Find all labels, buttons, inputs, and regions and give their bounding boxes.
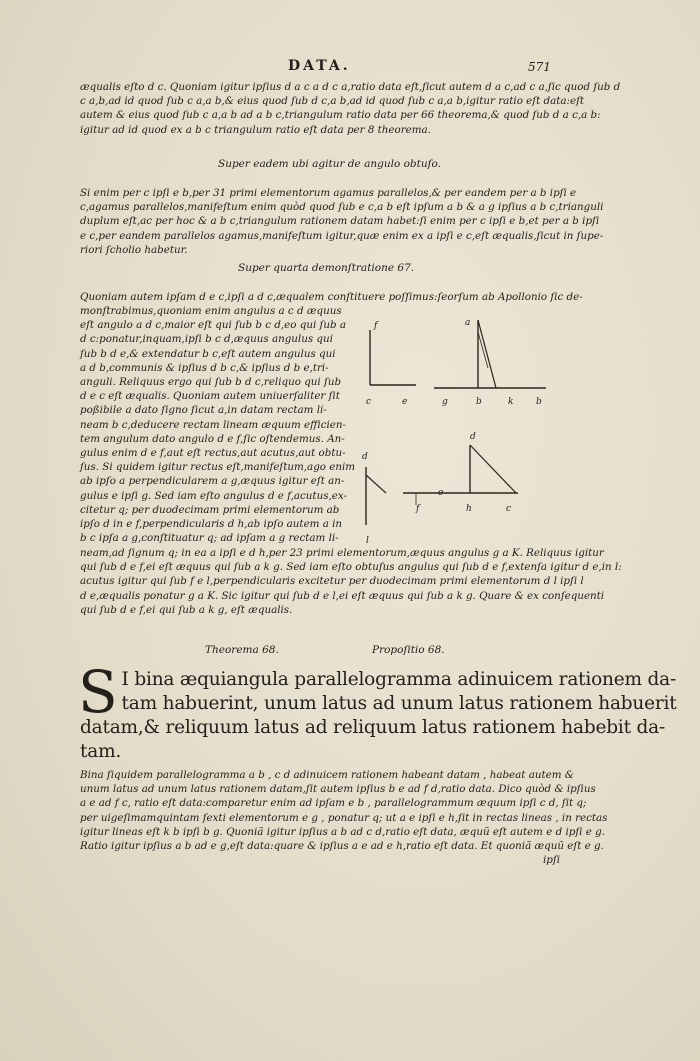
figure2-label-e: e [438, 488, 444, 498]
text-line: ſub b d e,& extendatur b c,eſt autem angulus qui [80, 347, 336, 360]
text-line: e c,per eandem parallelos agamus,manifeſtum igitur,quæ enim ex a ipſi e c,eſt æqualis,ſicut in ſupe- [80, 229, 604, 242]
text-line: ab ipſo a perpendicularem a g,æquus igitur eſt an- [80, 475, 345, 488]
geometry-figure-2 [358, 425, 558, 550]
text-line: c a,b,ad id quod ſub c a,a b,& eius quod ſub d c,a b,ad id quod ſub c a,a b,igitur ratio eſt data:eſt [80, 95, 585, 108]
text-line: ipſo d in e f,perpendicularis d h,ab ipſo autem a in [80, 518, 343, 531]
text-line: d e c eſt æqualis. Quoniam autem uniuerſaliter ſit [80, 390, 340, 403]
figure1-label-c: c [366, 397, 372, 407]
proposition-statement [78, 658, 677, 764]
text-line: anguli. Reliquus ergo qui ſub b d c,reliquo qui ſub [80, 376, 342, 389]
section-heading-1: Super eadem ubi agitur de angulo obtuſo. [218, 158, 441, 170]
text-line: c,agamus parallelos,manifeſtum enim quòd quod ſub e c,a b eſt ipſum a b & a g ipſius a b c,trianguli [80, 201, 604, 214]
drop-cap: S [78, 658, 118, 726]
text-line: Si enim per c ipſi e b,per 31 primi elementorum agamus parallelos,& per eandem per a b ipſi e [80, 187, 577, 199]
paragraph-1 [80, 80, 621, 137]
text-line: monſtrabimus,quoniam enim angulus a c d æquus [80, 305, 342, 317]
text-line: qui ſub d e f,ei eſt æquus qui ſub a k g. Sed iam eſto obtuſus angulus qui ſub d e f,extenſa igitur d e,in l: [80, 561, 622, 574]
text-line: citetur q; per duodecimam primi elementorum ab [80, 503, 340, 516]
text-line: a e ad f c, ratio eſt data:comparetur enim ad ipſam e b , parallelogrammum æquum ipſi c d, ſit q; [80, 797, 587, 810]
text-line: d e,æqualis ponatur g a K. Sic igitur qui ſub d e l,ei eſt æquus qui ſub a k g. Quare & ex conſequenti [80, 589, 605, 602]
text-line: a d b,communis & ipſius d b c,& ipſius d b e,tri- [80, 361, 329, 374]
text-line: riori ſcholio habetur. [80, 243, 188, 256]
figure2-label-h: h [466, 504, 472, 514]
text-line: datam,& reliquum latus ad reliquum latus rationem habebit da- [80, 717, 666, 738]
text-line: gulus enim d e f,aut eſt rectus,aut acutus,aut obtu- [80, 447, 346, 460]
text-line: æqualis eſto d c. Quoniam igitur ipſius d a c a d c a,ratio data eſt,ſicut autem d a c,ad c a,ſic quod ſub d [80, 81, 621, 93]
text-line: gulus e ipſi g. Sed iam eſto angulus d e f,acutus,ex- [80, 489, 347, 502]
figure1-label-e: e [402, 397, 408, 407]
text-line: per uigeſimamquintam ſexti elementorum e g , ponatur q; ut a e ipſi e h,ſit in rectas lineas , in rectas [80, 811, 608, 824]
theorem-label: Theorema 68. [205, 644, 279, 656]
figure1-label-b-1: b [476, 397, 482, 407]
figure1-label-b-2: b [536, 397, 542, 407]
catchword: ipſi [543, 854, 560, 867]
text-line: igitur ad id quod ex a b c triangulum ratio eſt data per 8 theorema. [80, 123, 431, 136]
text-line: eſt angulo a d c,maior eſt qui ſub b c d,eo qui ſub a [80, 319, 346, 332]
figure2-label-f: f [416, 504, 420, 514]
figure2-label-d-2: d [470, 432, 476, 442]
text-line: tam habuerint, unum latus ad unum latus rationem habuerit [121, 693, 677, 714]
text-line: b c ipſa a g,conſtituatur q; ad ipſam a g rectam li- [80, 532, 339, 545]
section-heading-2: Super quarta demonſtratione 67. [238, 262, 415, 274]
figure1-label-f: f [374, 321, 378, 331]
text-line: tam. [80, 741, 122, 762]
text-line: I bina æquiangula parallelogramma adinuicem rationem da- [121, 669, 677, 690]
text-line: d c:ponatur,inquam,ipſi b c d,æquus angulus qui [80, 333, 333, 346]
text-line: Quoniam autem ipſam d e c,ipſi a d c,æqualem conſtituere poſſimus:ſeorſum ab Apollonio ſic de- [80, 291, 583, 303]
paragraph-3-first-line [80, 290, 583, 304]
figure1-label-a: a [465, 318, 471, 328]
text-line: Bina ſiquidem parallelogramma a b , c d adinuicem rationem habeant datam , habeat autem & [80, 769, 574, 781]
figure1-label-g: g [442, 397, 448, 407]
text-line: autem & eius quod ſub c a,a b ad a b c,triangulum ratio data per 66 theorema,& quod ſub d a c,a b: [80, 109, 601, 122]
text-line: poßibile a dato ſigno ſicut a,in datam rectam li- [80, 404, 327, 417]
text-line: duplum eſt,ac per hoc & a b c,triangulum rationem datam habet:ſi enim per c ipſi e b,et per a b ipſi [80, 215, 600, 228]
text-line: tem angulum dato angulo d e f,ſic oſtendemus. An- [80, 432, 345, 445]
propositio-label: Propoſitio 68. [372, 644, 445, 656]
text-line: ſus. Si quidem igitur rectus eſt,manifeſtum,ago enim [80, 461, 356, 474]
geometry-figure-1 [358, 310, 558, 410]
figure2-label-l: l [366, 536, 369, 546]
text-line: igitur lineas eſt k b ipſi b g. Quoniã igitur ipſius a b ad c d,ratio eſt data, æquũ eſt autem e d ipſi e g. [80, 825, 605, 838]
text-line: unum latus ad unum latus rationem datam,ſit autem ipſius b e ad f d,ratio data. Dico quòd & ipſius [80, 783, 596, 796]
running-head: DATA. [288, 58, 351, 74]
paragraph-4 [80, 768, 608, 867]
figure1-label-k: k [508, 397, 514, 407]
paragraph-3-column [80, 304, 356, 545]
text-line: qui ſub d e f,ei qui ſub a k g, eſt æqualis. [80, 603, 293, 616]
page-number: 571 [528, 60, 551, 74]
paragraph-2 [80, 186, 604, 257]
text-line: acutus igitur qui ſub f e l,perpendicularis excitetur per duodecimam primi elementorum d l ipſi l [80, 575, 584, 588]
paragraph-3-continued [80, 546, 622, 617]
text-line: neam,ad ſignum q; in ea a ipſi e d h,per 23 primi elementorum,æquus angulus g a K. Reliquus igitur [80, 547, 604, 559]
text-line: Ratio igitur ipſius a b ad e g,eſt data:quare & ipſius a e ad e h,ratio eſt data. Et quoniã æquũ eſt e g. [80, 840, 604, 853]
figure2-label-d-1: d [362, 452, 368, 462]
text-line: neam b c,deducere rectam lineam æquum efficien- [80, 418, 346, 431]
figure2-label-c: c [506, 504, 512, 514]
